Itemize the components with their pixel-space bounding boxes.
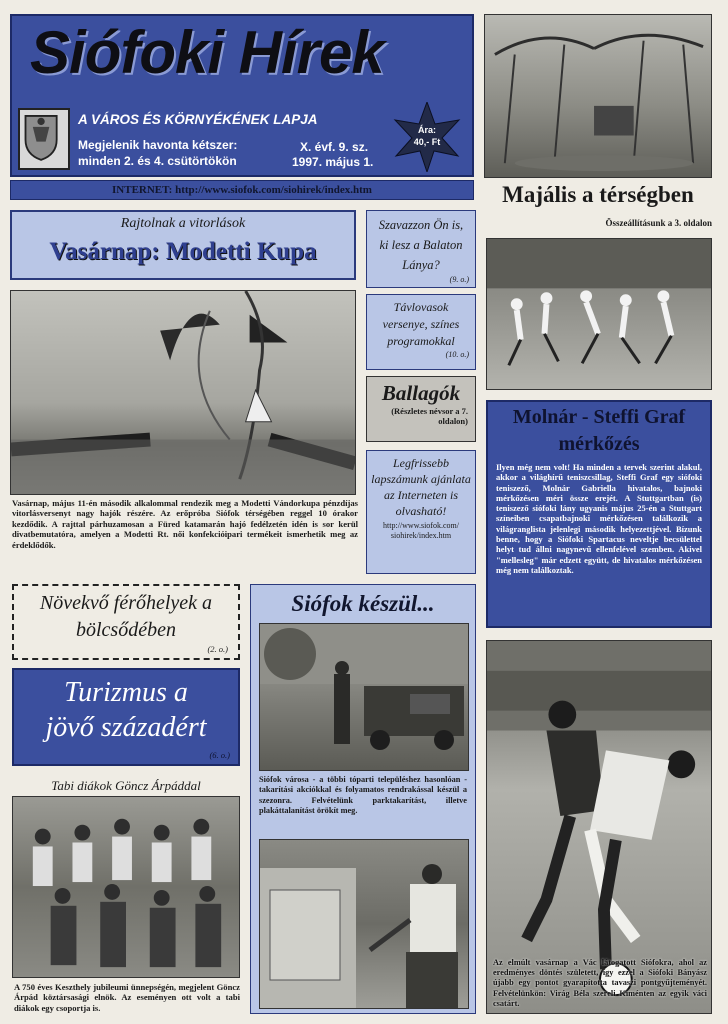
carousel-photo xyxy=(484,14,712,178)
football-caption: Az elmúlt vasárnap a Vác látogatott Siófokra, ahol az eredményes döntés született, így ezzel a Siófoki Bányász újabb egy pontot gyarapította tavaszi pontgyűjteményét. Felvételünkön: Virág Béla szereli Kiménten az egyik váci csatárt. xyxy=(493,957,707,1008)
teaser-internet[interactable] xyxy=(366,450,476,574)
turizmus-line1: Turizmus a xyxy=(64,677,188,708)
novekvo-line2: bölcsődében xyxy=(76,619,176,641)
dancers-photo xyxy=(486,238,712,390)
majalis-title: Majális a térségben xyxy=(502,182,694,207)
teaser-internet-text: Legfrissebb lapszámunk ajánlata az Interneten is olvasható! xyxy=(371,456,471,518)
frequency-line2: minden 2. és 4. csütörtökön xyxy=(78,154,237,168)
gonc-caption: A 750 éves Keszthely jubileumi ünnepségén, megjelent Göncz Árpád köztársasági elnök. Az eseményen ott volt a tabi diákok egy csoportja is. xyxy=(14,982,240,1013)
keszul-caption: Siófok városa - a többi tóparti településhez hasonlóan - takarítási akciókkal és folyamatos rendrakással készül a szezonra. Felvételünk parktakarítást, illetve plakáttalanítást örökít meg. xyxy=(259,775,467,815)
turizmus-box[interactable] xyxy=(12,668,240,766)
vitorlas-kicker: Rajtolnak a vitorlások xyxy=(120,216,246,231)
sailing-photo xyxy=(10,290,356,495)
internet-bar xyxy=(10,180,474,200)
teaser-balaton-lanya[interactable] xyxy=(366,210,476,288)
novekvo-box[interactable] xyxy=(12,584,240,660)
teaser-tavlovasok[interactable] xyxy=(366,294,476,370)
price-label: Ára: xyxy=(417,125,436,135)
novekvo-line1: Növekvő férőhelyek a xyxy=(39,592,213,614)
masthead xyxy=(10,14,474,177)
keszul-box xyxy=(250,584,476,1014)
issue-number: X. évf. 9. sz. xyxy=(300,140,369,154)
gonc-headline: Tabi diákok Göncz Árpáddal xyxy=(51,778,201,793)
teaser-balaton-lanya-text: Szavazzon Ön is, ki lesz a Balaton Lánya? xyxy=(378,218,464,272)
vitorlas-headline: Vasárnap: Modetti Kupa xyxy=(49,238,317,265)
masthead-title: Siófoki Hírek xyxy=(30,19,384,86)
molnar-headline2: mérkőzés xyxy=(558,433,640,455)
teaser-balaton-lanya-ref: (9. o.) xyxy=(449,275,469,284)
teaser-tavlovasok-ref: (10. o.) xyxy=(445,350,469,359)
teaser-tavlovasok-text: Távlovasok versenye, színes programokkal xyxy=(382,300,460,348)
teaser-ballagok-ref: (Részletes névsor a 7. oldalon) xyxy=(391,406,468,426)
molnar-box xyxy=(486,400,712,628)
turizmus-ref: (6. o.) xyxy=(209,750,230,760)
molnar-body: Ilyen még nem volt! Ha minden a tervek szerint alakul, akkor a világhírű teniszcsillag, Steffi Graf egy siófoki teniszező, Molnár Gabriella hivatalos, bajnoki mérkőzésen méri össze erejét. A Stuttgartban (is) teniszező siófoki lány ugyanis május 25-én a Stuttgart színeiben csapatbajnoki mérkőzésen találkozik a világranglista jelenlegi második helyezettjével. Bízunk benne, hogy a Siófoki Spartacus neveltje becsülettel helyt tud állni nagynevű ellenfelével szemben. Akivel "mellesleg" már edzett együtt, de hivatalos mérkőzésen még nem találkoztak. xyxy=(496,462,702,575)
city-crest-icon xyxy=(18,108,70,170)
football-photo xyxy=(486,640,712,1014)
poster-cleaning-photo xyxy=(259,839,469,1009)
novekvo-ref: (2. o.) xyxy=(207,644,228,654)
truck-photo xyxy=(259,623,469,771)
molnar-headline1: Molnár - Steffi Graf xyxy=(512,406,686,428)
turizmus-line2: jövő századért xyxy=(45,712,207,743)
masthead-subtitle: A VÁROS ÉS KÖRNYÉKÉNEK LAPJA xyxy=(78,112,318,127)
majalis-note: Összeállításunk a 3. oldalon xyxy=(605,218,712,228)
teaser-ballagok[interactable] xyxy=(366,376,476,442)
frequency-line1: Megjelenik havonta kétszer: xyxy=(78,138,238,152)
vitorlas-body: Vasárnap, május 11-én második alkalommal rendezik meg a Modetti Vándorkupa pénzdíjas vitorlásversenyt nagy hajók részére. Az erőpróba Siófok térségében reggel 10 órakor kezdődik. A rajttal párhuzamosan a Füred katamarán hajó fedélzetén idén is sor kerül divatbemutatóra, amelyen a Modetti Rt. női konfekcióipari termékeit ismerhetik meg az érdeklődők. xyxy=(12,498,358,550)
students-photo xyxy=(12,796,240,978)
teaser-internet-url[interactable]: http://www.siofok.com/ siohirek/index.htm xyxy=(383,521,459,540)
price-value: 40,- Ft xyxy=(413,137,441,147)
price-badge xyxy=(392,102,462,172)
keszul-title: Siófok készül... xyxy=(291,591,435,616)
teaser-ballagok-text: Ballagók xyxy=(381,381,461,405)
vitorlas-headline-box xyxy=(10,210,356,280)
internet-url[interactable]: INTERNET: http://www.siofok.com/siohirek/index.htm xyxy=(112,184,372,196)
issue-date: 1997. május 1. xyxy=(292,155,374,169)
